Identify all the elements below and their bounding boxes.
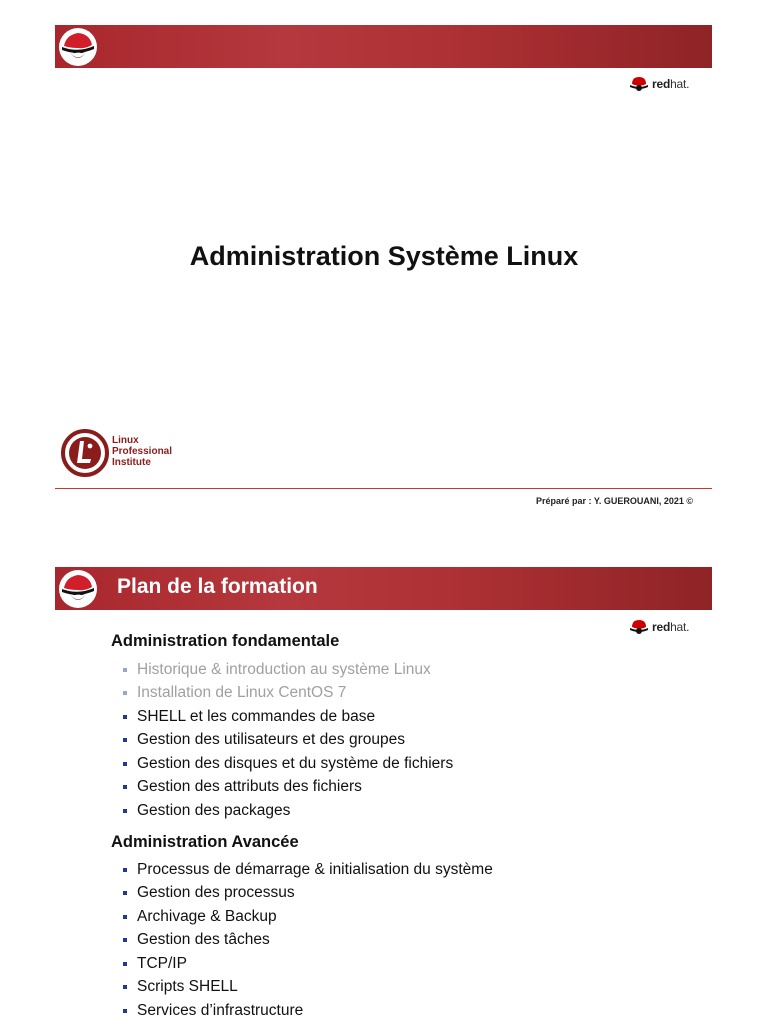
bullet-marker [123,868,127,872]
list-item-label: Services d’infrastructure [137,1001,304,1019]
lpi-text [112,435,172,468]
redhat-hat-icon [629,75,649,93]
list-item-label: Processus de démarrage & initialisation du système [137,860,493,878]
redhat-brand [629,617,689,637]
list-item-label: Historique & introduction au système Linux [137,660,431,678]
bullet-marker [123,891,127,895]
banner-title: Plan de la formation [117,575,318,598]
bullet-marker [123,915,127,919]
header-banner [55,567,712,610]
list-item [123,976,493,1000]
bullet-marker [123,668,127,672]
redhat-wordmark: redhat. [652,620,690,634]
bullet-marker [123,809,127,813]
lpi-logo-icon [60,428,110,478]
bullet-marker [123,715,127,719]
list-item [123,705,453,729]
list-item [123,658,453,682]
list-item [123,729,453,753]
lpi-line-3: Institute [112,456,151,468]
list-item [123,799,453,823]
list-item-label: Gestion des packages [137,801,291,819]
list-item-label: SHELL et les commandes de base [137,707,376,725]
slide-title: Administration Système Linux [189,241,579,271]
bullet-marker [123,985,127,989]
footer-divider [55,488,712,489]
list-item [123,929,493,953]
lpi-logo [60,426,172,480]
section-title-advanced: Administration Avancée [111,833,299,851]
list-item-label: Gestion des tâches [137,931,270,949]
bullet-marker [123,691,127,695]
list-item [123,999,493,1023]
bullet-marker [123,762,127,766]
section-list-fundamental [123,658,453,823]
list-item [123,682,453,706]
list-item-label: TCP/IP [137,954,187,972]
redhat-shadowman-icon [58,569,98,609]
bullet-marker [123,785,127,789]
lpi-line-2: Professional [112,445,173,457]
list-item [123,776,453,800]
list-item-label: Installation de Linux CentOS 7 [137,684,347,702]
list-item-label: Scripts SHELL [137,978,238,996]
bullet-marker [123,962,127,966]
redhat-hat-icon [629,618,649,636]
bullet-marker [123,738,127,742]
lpi-line-1: Linux [112,434,139,446]
list-item [123,752,453,776]
list-item-label: Archivage & Backup [137,907,277,925]
header-banner [55,25,712,68]
redhat-shadowman-icon [58,27,98,67]
section-title-fundamental: Administration fondamentale [111,632,340,650]
bullet-marker [123,938,127,942]
bullet-marker [123,1009,127,1013]
list-item [123,905,493,929]
list-item-label: Gestion des utilisateurs et des groupes [137,731,405,749]
redhat-wordmark: redhat. [652,77,690,91]
list-item [123,882,493,906]
plan-slide [0,540,768,1024]
prepared-by: Préparé par : Y. GUEROUANI, 2021 © [535,496,693,506]
list-item [123,858,493,882]
list-item-label: Gestion des attributs des fichiers [137,778,362,796]
list-item-label: Gestion des disques et du système de fichiers [137,754,454,772]
redhat-brand [629,74,689,94]
section-list-advanced [123,858,493,1023]
list-item-label: Gestion des processus [137,884,295,902]
list-item [123,952,493,976]
